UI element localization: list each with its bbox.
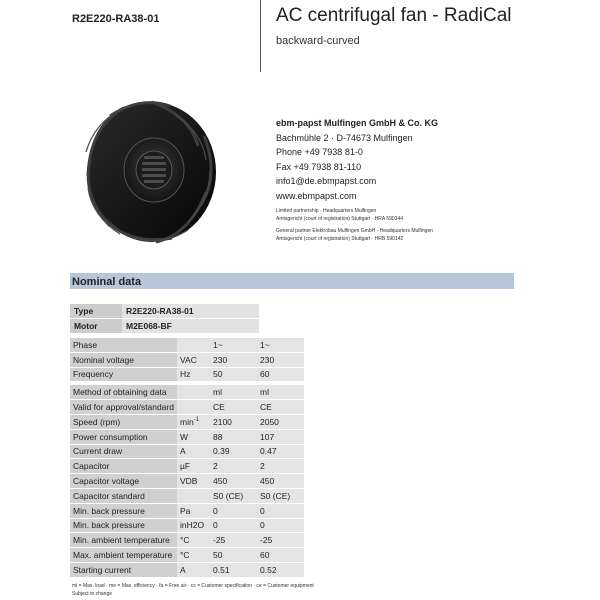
table-row [70, 304, 259, 318]
row-label: Current draw [70, 445, 177, 459]
company-fax: Fax +49 7938 81-110 [276, 161, 362, 172]
row-label: Capacitor [70, 459, 177, 473]
row-value-60hz: 60 [257, 368, 304, 382]
company-address: Bachmühle 2 · D-74673 Mulfingen [276, 132, 413, 143]
row-unit [177, 385, 210, 399]
row-value-50hz: 2 [210, 459, 257, 473]
row-label: Nominal voltage [70, 353, 177, 367]
table-row [70, 533, 304, 547]
row-label: Method of obtaining data [70, 385, 177, 399]
row-label: Min. back pressure [70, 519, 177, 533]
row-unit: Hz [177, 368, 210, 382]
row-label: Motor [70, 319, 122, 333]
table-row [70, 319, 259, 333]
row-unit [177, 400, 210, 414]
company-legal-line: Amtsgericht (court of registration) Stuttgart · HRA 590344 [276, 216, 403, 222]
table-row [70, 368, 304, 382]
row-label: Valid for approval/standard [70, 400, 177, 414]
table-row [70, 353, 304, 367]
row-unit: Pa [177, 504, 210, 518]
table-row [70, 504, 304, 518]
row-value-50hz: -25 [210, 533, 257, 547]
table-row [70, 338, 304, 352]
type-table [70, 303, 259, 334]
row-label: Min. back pressure [70, 504, 177, 518]
row-label: Starting current [70, 563, 177, 577]
row-unit [177, 415, 210, 429]
row-value-50hz: 50 [210, 368, 257, 382]
row-unit: °C [177, 533, 210, 547]
row-value-60hz: 0.52 [257, 563, 304, 577]
header-divider [260, 0, 261, 72]
row-value-60hz: -25 [257, 533, 304, 547]
row-unit: µF [177, 459, 210, 473]
row-value-60hz: 107 [257, 430, 304, 444]
row-label: Phase [70, 338, 177, 352]
row-value-50hz: 2100 [210, 415, 257, 429]
row-unit: A [177, 445, 210, 459]
row-value-50hz: 450 [210, 474, 257, 488]
table-row [70, 445, 304, 459]
section-title: Nominal data [72, 276, 142, 288]
page-title: AC centrifugal fan - RadiCal [276, 5, 512, 26]
table-row [70, 385, 304, 399]
company-legal-line: General partner Elektrobau Mulfingen GmbH · Headquarters Mulfingen [276, 228, 434, 234]
row-value-60hz: 0 [257, 504, 304, 518]
row-unit: VAC [177, 353, 210, 367]
row-value-50hz: 230 [210, 353, 257, 367]
table-row [70, 563, 304, 577]
page-subtitle: backward-curved [276, 35, 360, 47]
table-row [70, 548, 304, 562]
row-value-50hz: ml [210, 385, 257, 399]
row-label: Type [70, 304, 122, 318]
company-website: www.ebmpapst.com [276, 190, 357, 201]
footnote-abbreviations: ml = Max. load · me = Max. efficiency · fa = Free air · cs = Customer specification · ce = Customer equipment [72, 583, 314, 589]
fan-product-image [80, 96, 220, 246]
table-row [70, 400, 304, 414]
row-label: Capacitor standard [70, 489, 177, 503]
company-email: info1@de.ebmpapst.com [276, 176, 377, 186]
row-unit: VDB [177, 474, 210, 488]
row-value-60hz: 60 [257, 548, 304, 562]
row-value-50hz: S0 (CE) [210, 489, 257, 503]
row-value-60hz: 2050 [257, 415, 304, 429]
nominal-data-table [70, 337, 304, 578]
row-value-60hz: CE [257, 400, 304, 414]
table-row [70, 415, 304, 429]
row-value-60hz: ml [257, 385, 304, 399]
footnote-disclaimer: Subject to change [72, 591, 113, 597]
table-row [70, 459, 304, 473]
row-value-50hz: 50 [210, 548, 257, 562]
row-value-60hz: 1~ [257, 338, 304, 352]
row-value-60hz: S0 (CE) [257, 489, 304, 503]
model-number: R2E220-RA38-01 [72, 13, 160, 25]
row-label: Max. ambient temperature [70, 548, 177, 562]
row-unit: inH2O [177, 519, 210, 533]
row-label: Capacitor voltage [70, 474, 177, 488]
row-value-60hz: 230 [257, 353, 304, 367]
company-legal-line: Limited partnership · Headquarters Mulfingen [276, 208, 377, 214]
table-row [70, 519, 304, 533]
row-label: Speed (rpm) [70, 415, 177, 429]
row-unit: W [177, 430, 210, 444]
table-row [70, 430, 304, 444]
row-value-50hz: 0.51 [210, 563, 257, 577]
row-value-50hz: 0.39 [210, 445, 257, 459]
row-value-50hz: CE [210, 400, 257, 414]
row-label: Power consumption [70, 430, 177, 444]
unit-text: min [180, 416, 194, 427]
row-value: M2E068-BF [122, 319, 259, 333]
row-value-60hz: 450 [257, 474, 304, 488]
row-value-60hz: 0 [257, 519, 304, 533]
row-value-50hz: 0 [210, 519, 257, 533]
company-phone: Phone +49 7938 81-0 [276, 147, 363, 157]
row-value-50hz: 1~ [210, 338, 257, 352]
row-label: Frequency [70, 368, 177, 382]
table-row [70, 489, 304, 503]
row-value-50hz: 0 [210, 504, 257, 518]
table-row [70, 474, 304, 488]
row-value-50hz: 88 [210, 430, 257, 444]
company-info [276, 116, 438, 243]
row-value-60hz: 2 [257, 459, 304, 473]
row-unit: °C [177, 548, 210, 562]
unit-exponent: -1 [193, 417, 200, 424]
row-unit: A [177, 563, 210, 577]
row-unit [177, 489, 210, 503]
footnote [72, 582, 314, 598]
table-separator [70, 382, 304, 384]
row-value-60hz: 0.47 [257, 445, 304, 459]
company-name: ebm-papst Mulfingen GmbH & Co. KG [276, 118, 438, 128]
row-label: Min. ambient temperature [70, 533, 177, 547]
company-legal-line: Amtsgericht (court of registration) Stuttgart · HRB 590142 [276, 236, 404, 242]
row-unit [177, 338, 210, 352]
row-value: R2E220-RA38-01 [122, 304, 259, 318]
